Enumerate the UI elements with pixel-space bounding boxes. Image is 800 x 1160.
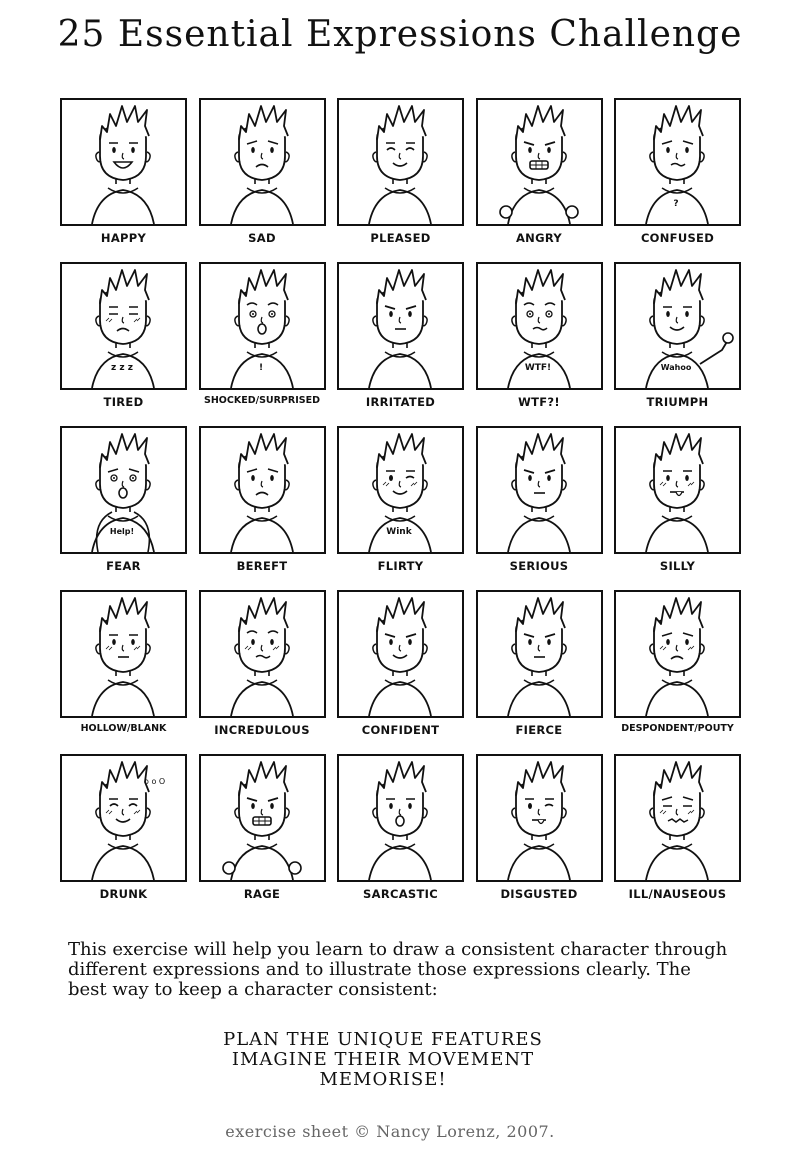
expression-panel bbox=[614, 98, 741, 226]
expression-cell bbox=[60, 426, 187, 590]
expression-cell bbox=[60, 262, 187, 426]
character-drawing bbox=[201, 756, 324, 880]
character-drawing bbox=[339, 264, 462, 388]
expression-panel bbox=[199, 590, 326, 718]
expression-cell bbox=[614, 590, 741, 754]
expression-panel bbox=[60, 98, 187, 226]
character-drawing bbox=[478, 264, 601, 388]
expression-label: FIERCE bbox=[515, 723, 563, 737]
expression-cell bbox=[199, 262, 326, 426]
copyright-footer: exercise sheet © Nancy Lorenz, 2007. bbox=[225, 1122, 555, 1141]
expression-cell bbox=[199, 98, 326, 262]
expression-label: DISGUSTED bbox=[500, 887, 578, 901]
expression-panel bbox=[337, 590, 464, 718]
character-drawing bbox=[616, 592, 739, 716]
expression-label: TIRED bbox=[103, 395, 144, 409]
expression-cell bbox=[60, 98, 187, 262]
expression-cell bbox=[476, 262, 603, 426]
expression-panel bbox=[199, 754, 326, 882]
character-drawing bbox=[339, 592, 462, 716]
expression-label: DRUNK bbox=[99, 887, 148, 901]
expression-cell bbox=[614, 262, 741, 426]
expression-label: BEREFT bbox=[236, 559, 288, 573]
shirt-text: Wahoo bbox=[660, 363, 692, 372]
expression-label: FLIRTY bbox=[377, 559, 424, 573]
expression-panel bbox=[476, 262, 603, 390]
expression-label: SARCASTIC bbox=[363, 887, 438, 901]
character-drawing bbox=[62, 428, 185, 552]
shirt-text: z z z bbox=[111, 363, 133, 373]
expression-cell bbox=[476, 590, 603, 754]
expression-cell bbox=[60, 754, 187, 918]
expression-label: DESPONDENT/POUTY bbox=[621, 723, 734, 734]
expression-label: IRRITATED bbox=[365, 395, 436, 409]
expression-cell bbox=[199, 590, 326, 754]
character-drawing bbox=[478, 756, 601, 880]
expression-grid bbox=[60, 98, 741, 918]
tip-line: MEMORISE! bbox=[319, 1069, 447, 1090]
expression-panel bbox=[476, 426, 603, 554]
expression-cell bbox=[337, 98, 464, 262]
exercise-description bbox=[68, 940, 768, 1000]
expression-panel bbox=[60, 262, 187, 390]
character-drawing bbox=[62, 264, 185, 388]
expression-panel bbox=[199, 98, 326, 226]
character-drawing bbox=[201, 592, 324, 716]
expression-panel bbox=[337, 262, 464, 390]
expression-label: WTF?! bbox=[518, 395, 560, 409]
character-drawing bbox=[616, 756, 739, 880]
character-drawing bbox=[62, 592, 185, 716]
consistency-tips bbox=[0, 1030, 766, 1090]
expression-label: ILL/NAUSEOUS bbox=[628, 887, 727, 901]
character-drawing bbox=[201, 264, 324, 388]
page-title: 25 Essential Expressions Challenge bbox=[57, 14, 743, 55]
expression-label: SILLY bbox=[659, 559, 696, 573]
expression-cell bbox=[337, 262, 464, 426]
expression-panel bbox=[337, 426, 464, 554]
character-drawing bbox=[62, 756, 185, 880]
shirt-text: ! bbox=[258, 363, 263, 373]
character-drawing bbox=[616, 264, 739, 388]
expression-cell bbox=[199, 754, 326, 918]
character-drawing bbox=[478, 428, 601, 552]
expression-label: CONFIDENT bbox=[361, 723, 440, 737]
expression-cell bbox=[337, 590, 464, 754]
shirt-text: Wink bbox=[386, 527, 412, 537]
expression-panel bbox=[60, 426, 187, 554]
expression-panel bbox=[614, 426, 741, 554]
expression-label: FEAR bbox=[106, 559, 141, 573]
character-drawing bbox=[478, 592, 601, 716]
expression-panel bbox=[614, 754, 741, 882]
expression-label: PLEASED bbox=[370, 231, 431, 245]
expression-label: INCREDULOUS bbox=[214, 723, 310, 737]
expression-panel bbox=[199, 262, 326, 390]
expression-panel bbox=[476, 754, 603, 882]
expression-panel bbox=[614, 262, 741, 390]
expression-cell bbox=[476, 754, 603, 918]
character-drawing bbox=[62, 100, 185, 224]
expression-panel bbox=[476, 590, 603, 718]
expression-cell bbox=[476, 426, 603, 590]
description-line: different expressions and to illustrate those expressions clearly. The bbox=[68, 959, 691, 980]
expression-panel bbox=[614, 590, 741, 718]
expression-cell bbox=[337, 426, 464, 590]
expression-cell bbox=[476, 98, 603, 262]
character-drawing bbox=[339, 756, 462, 880]
character-drawing bbox=[616, 428, 739, 552]
expression-cell bbox=[199, 426, 326, 590]
expression-panel bbox=[60, 754, 187, 882]
expression-panel bbox=[199, 426, 326, 554]
tip-line: IMAGINE THEIR MOVEMENT bbox=[231, 1049, 535, 1070]
character-drawing bbox=[478, 100, 601, 224]
expression-cell bbox=[337, 754, 464, 918]
expression-label: HAPPY bbox=[100, 231, 147, 245]
expression-label: SHOCKED/SURPRISED bbox=[204, 395, 320, 406]
character-drawing bbox=[201, 100, 324, 224]
expression-panel bbox=[337, 98, 464, 226]
description-line: This exercise will help you learn to draw a consistent character through bbox=[68, 939, 728, 960]
expression-cell bbox=[614, 426, 741, 590]
expression-cell bbox=[614, 98, 741, 262]
expression-panel bbox=[337, 754, 464, 882]
tip-line: PLAN THE UNIQUE FEATURES bbox=[223, 1029, 543, 1050]
expression-panel bbox=[60, 590, 187, 718]
expression-label: RAGE bbox=[243, 887, 281, 901]
expression-cell bbox=[614, 754, 741, 918]
shirt-text: ? bbox=[673, 199, 679, 209]
character-drawing bbox=[201, 428, 324, 552]
expression-label: HOLLOW/BLANK bbox=[80, 723, 167, 734]
expression-label: TRIUMPH bbox=[646, 395, 709, 409]
character-drawing bbox=[616, 100, 739, 224]
expression-label: CONFUSED bbox=[640, 231, 715, 245]
expression-label: SAD bbox=[248, 231, 276, 245]
shirt-text: WTF! bbox=[524, 363, 551, 373]
description-line: best way to keep a character consistent: bbox=[68, 979, 438, 1000]
expression-label: ANGRY bbox=[515, 231, 563, 245]
shirt-text: Help! bbox=[109, 527, 135, 536]
expression-label: SERIOUS bbox=[509, 559, 569, 573]
character-drawing bbox=[339, 428, 462, 552]
drunk-bubbles: o o O bbox=[144, 777, 166, 786]
expression-panel bbox=[476, 98, 603, 226]
character-drawing bbox=[339, 100, 462, 224]
expression-cell bbox=[60, 590, 187, 754]
